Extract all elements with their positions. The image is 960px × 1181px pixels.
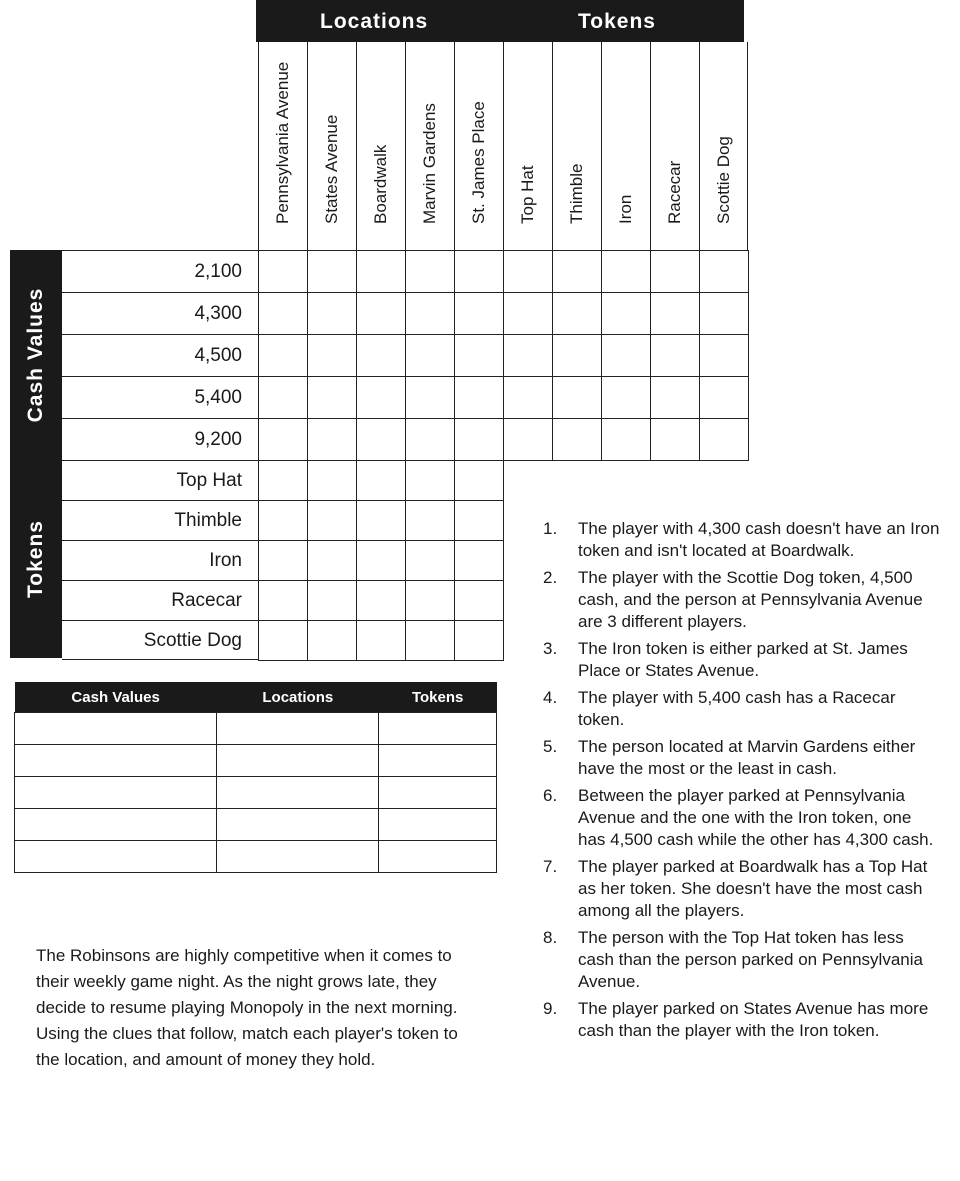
answer-cell[interactable] xyxy=(15,841,217,873)
answer-cell[interactable] xyxy=(217,777,379,809)
grid-cell[interactable] xyxy=(357,419,406,461)
grid-cell[interactable] xyxy=(357,377,406,419)
grid-cell[interactable] xyxy=(651,293,700,335)
clue-text: The player with the Scottie Dog token, 4,500 cash, and the person at Pennsylvania Avenue are 3 different players. xyxy=(578,568,923,631)
grid-cell[interactable] xyxy=(651,419,700,461)
grid-cell[interactable] xyxy=(455,581,504,621)
grid-cell[interactable] xyxy=(700,251,749,293)
clue-text: The player parked at Boardwalk has a Top Hat as her token. She doesn't have the most cash among all the players. xyxy=(578,857,928,920)
grid-cell[interactable] xyxy=(406,621,455,661)
clue-item xyxy=(540,638,940,682)
grid-cell[interactable] xyxy=(259,501,308,541)
grid-cell[interactable] xyxy=(357,251,406,293)
grid-cell[interactable] xyxy=(357,293,406,335)
clue-item xyxy=(540,998,940,1042)
column-header-label: States Avenue xyxy=(322,114,341,224)
answer-cell[interactable] xyxy=(379,777,497,809)
column-header xyxy=(650,42,699,250)
token-row-label: Thimble xyxy=(62,500,258,540)
grid-cell[interactable] xyxy=(700,293,749,335)
grid-cell[interactable] xyxy=(357,541,406,581)
grid-cell[interactable] xyxy=(455,377,504,419)
answer-row xyxy=(15,777,497,809)
clue-number: 6. xyxy=(543,786,558,805)
grid-cell[interactable] xyxy=(308,541,357,581)
answer-cell[interactable] xyxy=(15,713,217,745)
column-header-label: Scottie Dog xyxy=(713,136,733,224)
grid-row xyxy=(259,293,749,335)
clue-item xyxy=(540,687,940,731)
grid-cell[interactable] xyxy=(553,377,602,419)
grid-cell[interactable] xyxy=(308,621,357,661)
grid-cell[interactable] xyxy=(455,251,504,293)
grid-cell[interactable] xyxy=(406,581,455,621)
grid-cell[interactable] xyxy=(455,461,504,501)
grid-cell[interactable] xyxy=(308,251,357,293)
grid-cell[interactable] xyxy=(259,377,308,419)
answer-cell[interactable] xyxy=(217,745,379,777)
cash-row-label: 9,200 xyxy=(62,418,258,460)
column-header xyxy=(552,42,601,250)
grid-cell[interactable] xyxy=(602,251,651,293)
grid-cell[interactable] xyxy=(504,335,553,377)
grid-cell[interactable] xyxy=(602,293,651,335)
grid-cell[interactable] xyxy=(357,461,406,501)
clue-number: 7. xyxy=(543,857,558,876)
puzzle-intro: The Robinsons are highly competitive when it comes to their weekly game night. As the night grows late, they decide to resume playing Monopoly in the next morning. Using the clues that follow, match each player's token to the location, and amount of money they hold. xyxy=(36,946,458,1069)
grid-cell[interactable] xyxy=(700,377,749,419)
grid-row xyxy=(259,335,749,377)
column-header-label: Boardwalk xyxy=(371,144,390,224)
column-header-label: Marvin Gardens xyxy=(420,103,439,224)
clue-number: 3. xyxy=(543,639,558,658)
grid-cell[interactable] xyxy=(651,335,700,377)
grid-cell[interactable] xyxy=(406,335,455,377)
clue-item xyxy=(540,785,940,851)
grid-cell[interactable] xyxy=(602,419,651,461)
grid-cell[interactable] xyxy=(700,419,749,461)
clue-item xyxy=(540,927,940,993)
grid-cell[interactable] xyxy=(259,419,308,461)
column-header-label: Thimble xyxy=(567,163,586,224)
grid-cell[interactable] xyxy=(455,293,504,335)
grid-cell[interactable] xyxy=(504,251,553,293)
grid-cell[interactable] xyxy=(259,251,308,293)
column-header xyxy=(699,42,748,250)
grid-cell[interactable] xyxy=(308,335,357,377)
cash-row-label: 4,500 xyxy=(62,334,258,376)
grid-row xyxy=(259,501,504,541)
column-header-label: Racecar xyxy=(665,160,684,224)
answer-cell[interactable] xyxy=(379,713,497,745)
grid-cell[interactable] xyxy=(602,335,651,377)
answer-row xyxy=(15,713,497,745)
column-header-label: Iron xyxy=(616,194,635,224)
grid-cell[interactable] xyxy=(651,377,700,419)
grid-cell[interactable] xyxy=(455,501,504,541)
answer-cell[interactable] xyxy=(217,713,379,745)
grid-cell[interactable] xyxy=(259,461,308,501)
grid-cell[interactable] xyxy=(357,335,406,377)
answer-cell[interactable] xyxy=(379,745,497,777)
grid-row xyxy=(259,541,504,581)
grid-cell[interactable] xyxy=(406,293,455,335)
grid-cell[interactable] xyxy=(406,501,455,541)
clue-number: 1. xyxy=(543,519,558,538)
answer-cell[interactable] xyxy=(15,809,217,841)
grid-cell[interactable] xyxy=(308,461,357,501)
grid-cell[interactable] xyxy=(259,621,308,661)
tokens-side-label xyxy=(10,460,62,658)
grid-cell[interactable] xyxy=(700,335,749,377)
logic-grid-cash xyxy=(258,250,749,461)
clue-text: The Iron token is either parked at St. James Place or States Avenue. xyxy=(578,639,908,680)
column-header xyxy=(405,42,454,250)
token-row-label: Top Hat xyxy=(62,460,258,500)
logic-grid-tokens xyxy=(258,460,504,661)
grid-cell[interactable] xyxy=(553,335,602,377)
grid-row xyxy=(259,581,504,621)
grid-cell[interactable] xyxy=(357,501,406,541)
grid-cell[interactable] xyxy=(455,335,504,377)
column-header xyxy=(601,42,650,250)
column-header xyxy=(307,42,356,250)
grid-cell[interactable] xyxy=(553,293,602,335)
grid-cell[interactable] xyxy=(455,621,504,661)
clue-item xyxy=(540,856,940,922)
clue-text: The player with 4,300 cash doesn't have an Iron token and isn't located at Boardwalk. xyxy=(578,519,940,560)
grid-cell[interactable] xyxy=(406,541,455,581)
cash-row-label: 4,300 xyxy=(62,292,258,334)
clue-text: The player with 5,400 cash has a Racecar token. xyxy=(578,688,896,729)
grid-row xyxy=(259,621,504,661)
column-header xyxy=(503,42,552,250)
token-row-label: Scottie Dog xyxy=(62,620,258,660)
cash-values-side-label xyxy=(10,250,62,460)
grid-cell[interactable] xyxy=(651,251,700,293)
grid-cell[interactable] xyxy=(308,581,357,621)
answer-header-cash: Cash Values xyxy=(15,682,217,713)
clue-text: The person located at Marvin Gardens either have the most or the least in cash. xyxy=(578,737,916,778)
grid-cell[interactable] xyxy=(259,541,308,581)
clue-text: The person with the Top Hat token has less cash than the person parked on Pennsylvania Avenue. xyxy=(578,928,923,991)
answer-cell[interactable] xyxy=(379,809,497,841)
column-header xyxy=(454,42,503,250)
grid-cell[interactable] xyxy=(553,419,602,461)
clue-list xyxy=(540,518,940,1047)
grid-row xyxy=(259,377,749,419)
answer-header-tokens: Tokens xyxy=(379,682,497,713)
grid-row xyxy=(259,419,749,461)
cash-values-label-text: Cash Values xyxy=(24,287,47,423)
cash-row-label: 5,400 xyxy=(62,376,258,418)
grid-cell[interactable] xyxy=(504,419,553,461)
clue-text: The player parked on States Avenue has more cash than the player with the Iron token. xyxy=(578,999,929,1040)
grid-cell[interactable] xyxy=(308,293,357,335)
grid-cell[interactable] xyxy=(406,377,455,419)
grid-cell[interactable] xyxy=(504,293,553,335)
column-header xyxy=(356,42,405,250)
clue-text: Between the player parked at Pennsylvania Avenue and the one with the Iron token, one has 4,500 cash while the other has 4,300 cash. xyxy=(578,786,934,849)
clue-number: 5. xyxy=(543,737,558,756)
grid-cell[interactable] xyxy=(259,293,308,335)
answer-cell[interactable] xyxy=(217,841,379,873)
grid-cell[interactable] xyxy=(406,461,455,501)
grid-cell[interactable] xyxy=(357,621,406,661)
clue-number: 9. xyxy=(543,999,558,1018)
column-header-label: Top Hat xyxy=(518,165,537,224)
clue-number: 4. xyxy=(543,688,558,707)
tokens-header: Tokens xyxy=(578,10,656,33)
grid-cell[interactable] xyxy=(308,377,357,419)
answer-row xyxy=(15,809,497,841)
answer-cell[interactable] xyxy=(217,809,379,841)
grid-cell[interactable] xyxy=(602,377,651,419)
grid-cell[interactable] xyxy=(308,501,357,541)
column-header xyxy=(258,42,307,250)
answer-table xyxy=(14,682,497,873)
grid-cell[interactable] xyxy=(406,419,455,461)
answer-row xyxy=(15,841,497,873)
answer-cell[interactable] xyxy=(379,841,497,873)
column-header-label: St. James Place xyxy=(469,101,488,224)
grid-row xyxy=(259,461,504,501)
clue-item xyxy=(540,518,940,562)
grid-row xyxy=(259,251,749,293)
grid-cell[interactable] xyxy=(357,581,406,621)
cash-row-label: 2,100 xyxy=(62,250,258,292)
clue-item xyxy=(540,736,940,780)
grid-cell[interactable] xyxy=(259,335,308,377)
clue-number: 8. xyxy=(543,928,558,947)
grid-cell[interactable] xyxy=(308,419,357,461)
grid-cell[interactable] xyxy=(455,541,504,581)
grid-cell[interactable] xyxy=(406,251,455,293)
answer-header-locations: Locations xyxy=(217,682,379,713)
token-row-label: Iron xyxy=(62,540,258,580)
grid-cell[interactable] xyxy=(504,377,553,419)
answer-cell[interactable] xyxy=(15,777,217,809)
grid-cell[interactable] xyxy=(455,419,504,461)
token-row-label: Racecar xyxy=(62,580,258,620)
grid-cell[interactable] xyxy=(553,251,602,293)
clue-item xyxy=(540,567,940,633)
clue-number: 2. xyxy=(543,568,558,587)
answer-row xyxy=(15,745,497,777)
locations-header: Locations xyxy=(320,10,429,33)
tokens-label-text: Tokens xyxy=(24,520,47,598)
column-header-label: Pennsylvania Avenue xyxy=(273,61,292,224)
answer-cell[interactable] xyxy=(15,745,217,777)
grid-cell[interactable] xyxy=(259,581,308,621)
